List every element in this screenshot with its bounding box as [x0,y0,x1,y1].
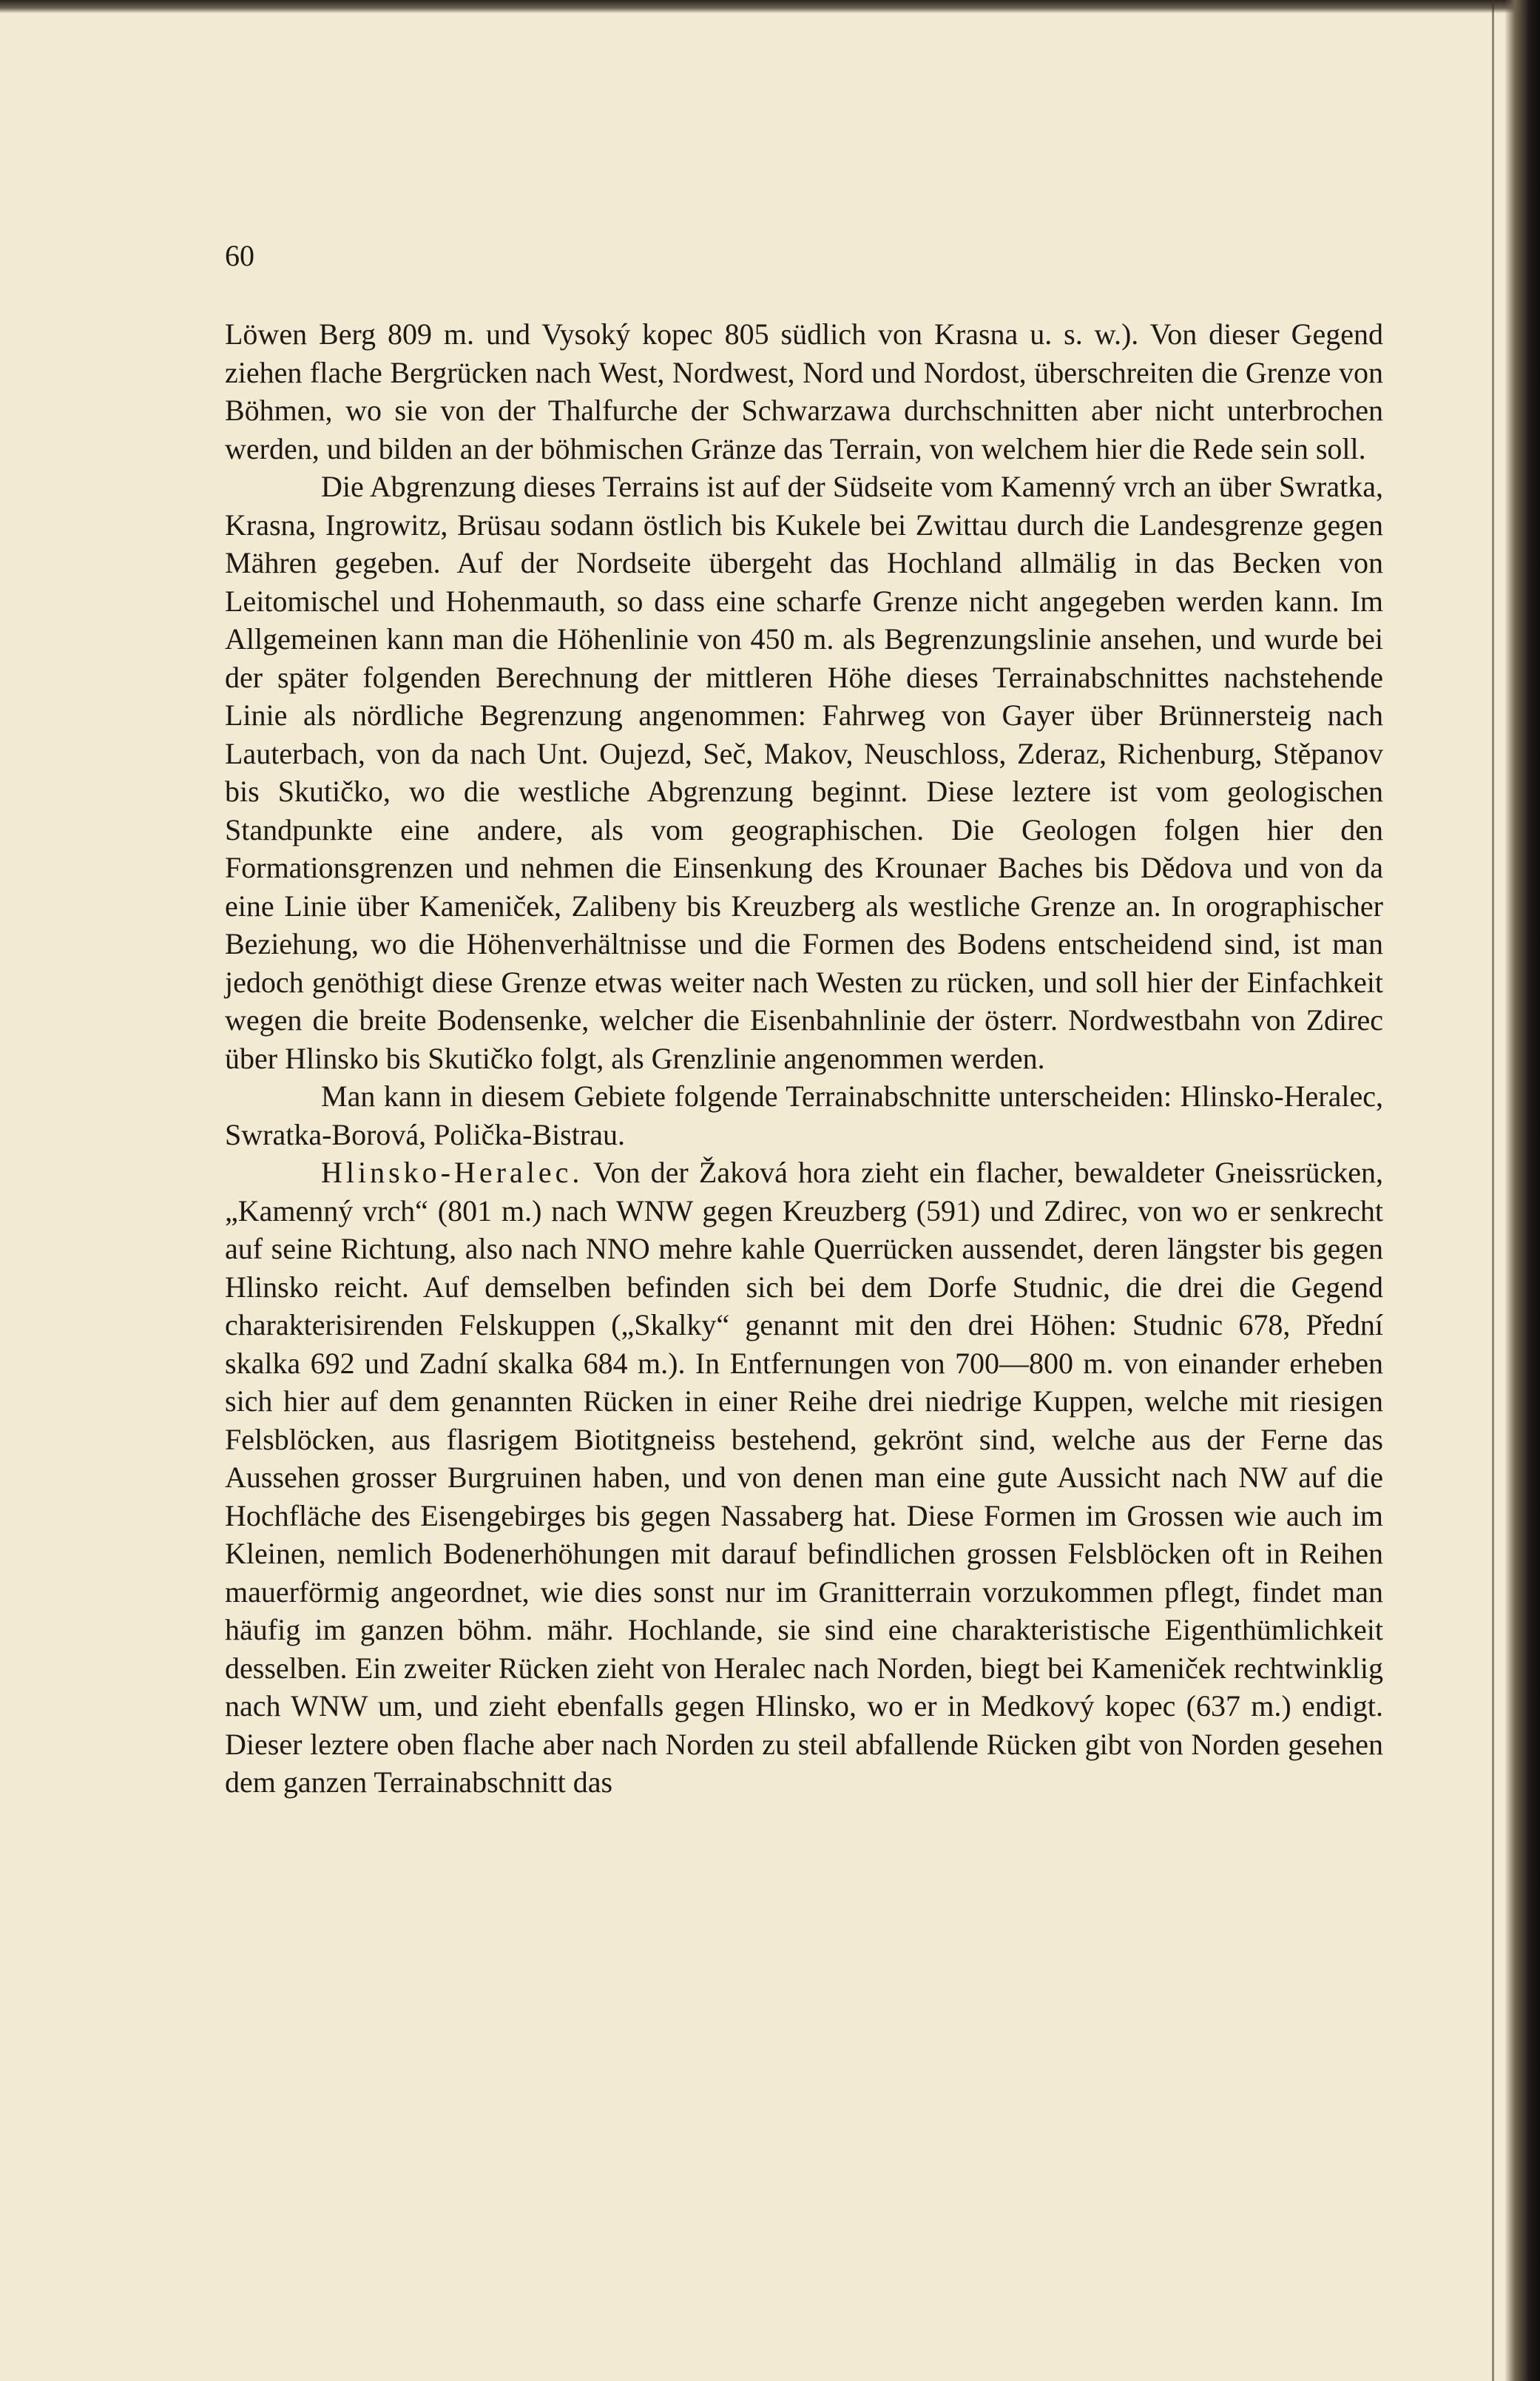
paragraph-2: Die Abgrenzung dieses Terrains ist auf der Südseite vom Kamenný vrch an über Swratka, Krasna, Ingrowitz, Brüsau sodann östlich bis Kukele bei Zwittau durch die Landesgrenze gegen Mähren gegeben. Auf der Nordseite übergeht das Hochland allmälig in das Becken von Leitomischel und Hohenmauth, so dass eine scharfe Grenze nicht angegeben werden kann. Im Allgemeinen kann man die Höhenlinie von 450 m. als Begrenzungslinie ansehen, und wurde bei der später folgenden Berechnung der mittleren Höhe dieses Terrainabschnittes nachstehende Linie als nördliche Begrenzung angenommen: Fahrweg von Gayer über Brünnersteig nach Lauterbach, von da nach Unt. Oujezd, Seč, Makov, Neuschloss, Zderaz, Richenburg, Stěpanov bis Skutičko, wo die westliche Abgrenzung beginnt. Diese leztere ist vom geologischen Standpunkte eine andere, als vom geographischen. Die Geologen folgen hier den Formationsgrenzen und nehmen die Einsenkung des Krounaer Baches bis Dědova und von da eine Linie über Kameniček, Zalibeny bis Kreuzberg als westliche Grenze an. In orographischer Beziehung, wo die Höhenverhältnisse und die Formen des Bodens entscheidend sind, ist man jedoch genöthigt diese Grenze etwas weiter nach Westen zu rücken, und soll hier der Einfachkeit wegen die breite Bodensenke, welcher die Eisenbahnlinie der österr. Nordwestbahn von Zdirec über Hlinsko bis Skutičko folgt, als Grenzlinie angenommen werden. [225,470,1383,1075]
paragraph-3: Man kann in diesem Gebiete folgende Terrainabschnitte unterscheiden: Hlinsko-Heralec, Swratka-Borová, Polička-Bistrau. [225,1080,1383,1151]
page-top-shadow [0,0,1540,13]
binding-edge-line [1492,0,1494,2381]
paragraph-4-text: Von der Žaková hora zieht ein flacher, bewaldeter Gneissrücken, „Kamenný vrch“ (801 m.) nach WNW gegen Kreuzberg (591) und Zdirec, von wo er senkrecht auf seine Richtung, also nach NNO mehre kahle Querrücken aussendet, deren längster bis gegen Hlinsko reicht. Auf demselben befinden sich bei dem Dorfe Studnic, die drei die Gegend charakterisirenden Felskuppen („Skalky“ genannt mit den drei Höhen: Studnic 678, Přední skalka 692 und Zadní skalka 684 m.). In Entfernungen von 700—800 m. von einander erheben sich hier auf dem genannten Rücken in einer Reihe drei niedrige Kuppen, welche mit riesigen Felsblöcken, aus flasrigem Biotitgneiss bestehend, gekrönt sind, welche aus der Ferne das Aussehen grosser Burgruinen haben, und von denen man eine gute Aussicht nach NW auf die Hochfläche des Eisengebirges bis gegen Nassaberg hat. Diese Formen im Grossen wie auch im Kleinen, nemlich Bodenerhöhungen mit darauf befindlichen grossen Felsblöcken oft in Reihen mauerförmig angeordnet, wie dies sonst nur im Granitterrain vorzukommen pflegt, findet man häufig im ganzen böhm. mähr. Hochlande, sie sind eine charakteristische Eigenthümlichkeit desselben. Ein zweiter Rücken zieht von Heralec nach Norden, biegt bei Kameniček rechtwinklig nach WNW um, und zieht ebenfalls gegen Hlinsko, wo er in Medkový kopec (637 m.) endigt. Dieser leztere oben flache aber nach Norden zu steil abfallende Rücken gibt von Norden gesehen dem ganzen Terrainabschnitt das [225,1156,1383,1799]
book-binding-shadow [1504,0,1540,2381]
paragraph-1: Löwen Berg 809 m. und Vysoký kopec 805 südlich von Krasna u. s. w.). Von dieser Gegend ziehen flache Bergrücken nach West, Nordwest, Nord und Nordost, überschreiten die Grenze von Böhmen, wo sie von der Thalfurche der Schwarzawa durchschnitten aber nicht unterbrochen werden, und bilden an der böhmischen Gränze das Terrain, von welchem hier die Rede sein soll. [225,317,1383,465]
paragraph-4 [225,1154,1383,1802]
body-text [225,315,1383,1802]
page-number: 60 [225,239,254,272]
section-heading-hlinsko-heralec: Hlinsko-Heralec. [321,1156,584,1189]
